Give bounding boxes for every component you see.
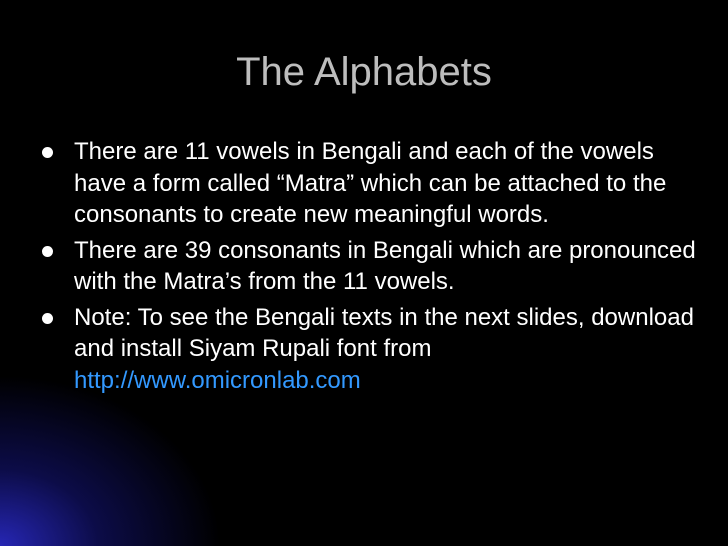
bullet-text: There are 39 consonants in Bengali which are pronounced with the Matra’s from the 11 vowels. xyxy=(74,236,696,295)
bullet-text: Note: To see the Bengali texts in the next slides, download and install Siyam Rupali font from xyxy=(74,303,694,362)
bullet-text: There are 11 vowels in Bengali and each of the vowels have a form called “Matra” which can be attached to the consonants to create new meaningful words. xyxy=(74,138,667,228)
bullet-item xyxy=(38,302,698,397)
bullet-list xyxy=(38,136,698,400)
bullet-dot-icon xyxy=(42,246,53,257)
omicronlab-link[interactable]: http://www.omicronlab.com xyxy=(74,366,361,394)
slide-title: The Alphabets xyxy=(236,50,492,94)
bullet-item xyxy=(38,136,698,231)
bullet-dot-icon xyxy=(42,147,53,158)
bullet-dot-icon xyxy=(42,313,53,324)
bullet-item xyxy=(38,235,698,298)
